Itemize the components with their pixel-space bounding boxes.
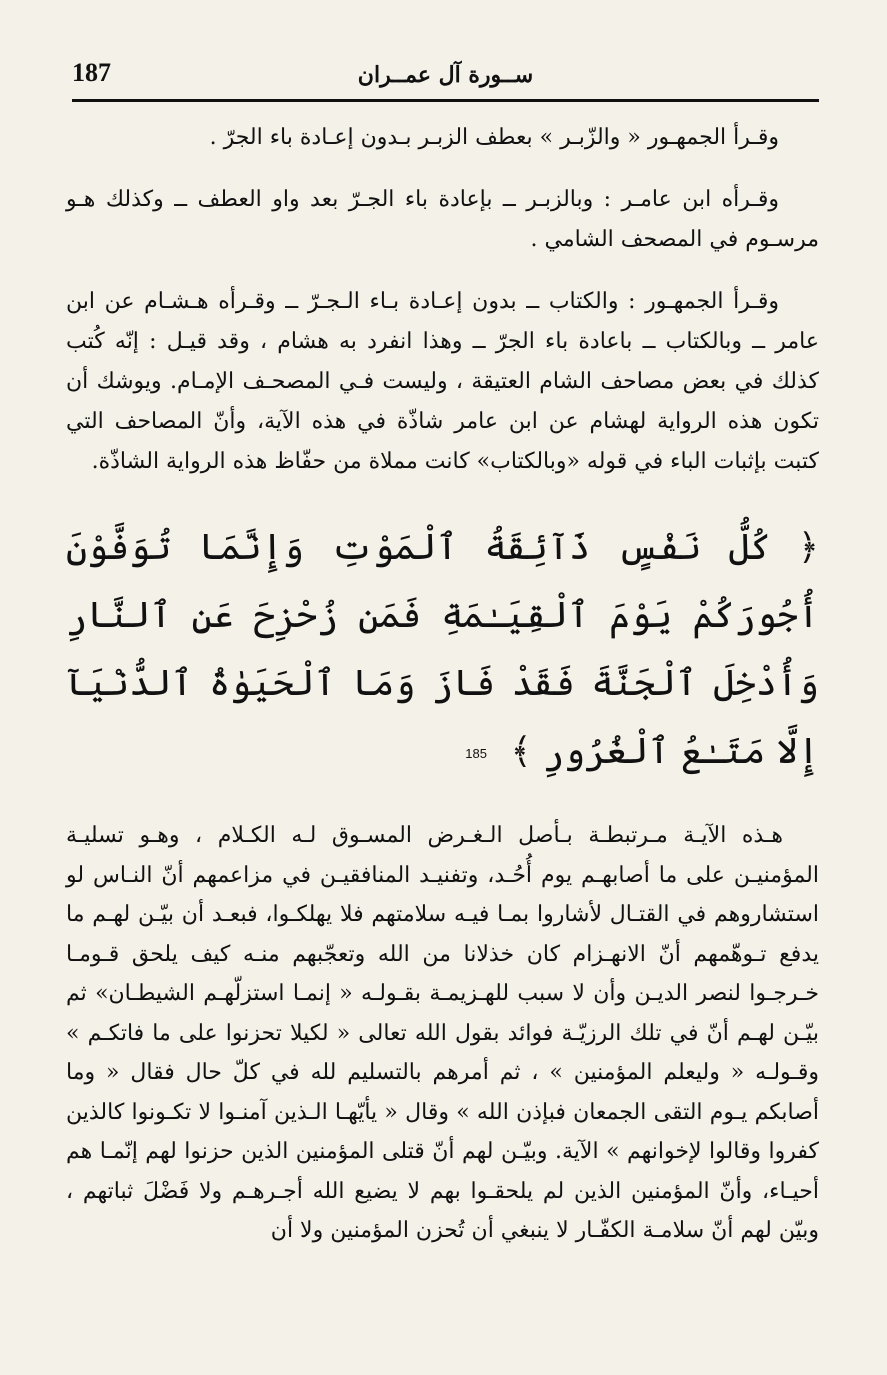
surah-title: ســورة آل عمــران bbox=[357, 62, 534, 88]
verse-text: ﴿ كُلُّ نَفْسٍ ذَآئِقَةُ ٱلْمَوْتِ وَإِنَّمَا تُوَفَّوْنَ أُجُورَكُمْ يَوْمَ ٱلْقِيَـٰمَةِ فَمَن زُحْزِحَ عَنِ ٱلنَّارِ وَأُدْخِلَ ٱلْجَنَّةَ فَقَدْ فَازَ وَمَا ٱلْحَيَوٰةُ ٱلدُّنْيَآ إِلَّا مَتَـٰعُ ٱلْغُرُورِ ﴾ bbox=[66, 527, 819, 772]
paragraph-3: وقـرأ الجمهـور : والكتاب ــ بدون إعـادة بـاء الـجـرّ ــ وقـرأه هـشـام عن ابن عامر ــ وبالكتاب ــ باعادة باء الجرّ ــ وهذا انفرد به هشام ، وقد قيـل : إنّه كُتب كذلك في بعض مصاحف الشام العتيقة ، وليست فـي المصحـف الإمـام. ويوشك أن تكون هذه الرواية لهشام عن ابن عامر شاذّة في هذه الآية، وأنّ المصاحف التي كتبت بإثبات الباء في قوله «وبالكتاب» كانت مملاة من حفّاظ هذه الرواية الشاذّة. bbox=[66, 289, 819, 474]
page-header bbox=[72, 58, 819, 102]
header-rule bbox=[72, 99, 819, 102]
quran-verse bbox=[66, 514, 819, 788]
page-number: 187 bbox=[72, 58, 111, 87]
verse-number: 185 bbox=[465, 746, 487, 761]
page-body bbox=[66, 118, 819, 1251]
paragraph-1: وقـرأ الجمهـور « والزّبـر » بعطف الزبـر بـدون إعـادة باء الجرّ . bbox=[209, 125, 779, 150]
paragraph-2: وقـرأه ابن عامـر : وبالزبـر ــ بإعادة باء الجـرّ بعد واو العطف ــ وكذلك هـو مرسـوم في المصحف الشامي . bbox=[66, 187, 819, 252]
commentary-paragraph: هـذه الآيـة مـرتبطـة بـأصل الـغـرض المسـوق لـه الكـلام ، وهـو تسليـة المؤمنيـن على ما أصابهـم يوم أُحُـد، وتفنيـد المنافقيـن في مزاعمهم أنّ النـاس لو استشاروهم في القتـال لأشاروا بمـا فيـه سلامتهم فلا يهلكـوا، فبعـد أن بيّـن لهـم ما يدفع تـوهّمهم أنّ الانهـزام كان خذلانا من الله وتعجّبهم منـه كيف يلحق قـومـا خـرجـوا لنصر الديـن وأن لا سبب للهـزيمـة بقـولـه « إنمـا استزلّهـم الشيطـان» ثم بيّـن لهـم أنّ في تلك الرزيّـة فوائد بقول الله تعالى « لكيلا تحزنوا على ما فاتكـم » وقـولـه « وليعلم المؤمنين » ، ثم أمرهم بالتسليم لله في كلّ حال فقال « وما أصابكم يـوم التقى الجمعان فبإذن الله » وقال « يأيّهـا الـذين آمنـوا لا تكـونوا كالذين كفروا وقالوا لإخوانهم » الآية. وبيّـن لهم أنّ قتلى المؤمنين الذين حزنوا لهم إنّمـا هم أحيـاء، وأنّ المؤمنين الذين لم يلحقـوا بهم لا يضيع الله أجـرهـم ولا فَضْلَ ثباتهم ، وبيّن لهم أنّ سلامـة الكفّـار لا ينبغي أن تُحزن المؤمنين ولا أن bbox=[66, 823, 819, 1243]
